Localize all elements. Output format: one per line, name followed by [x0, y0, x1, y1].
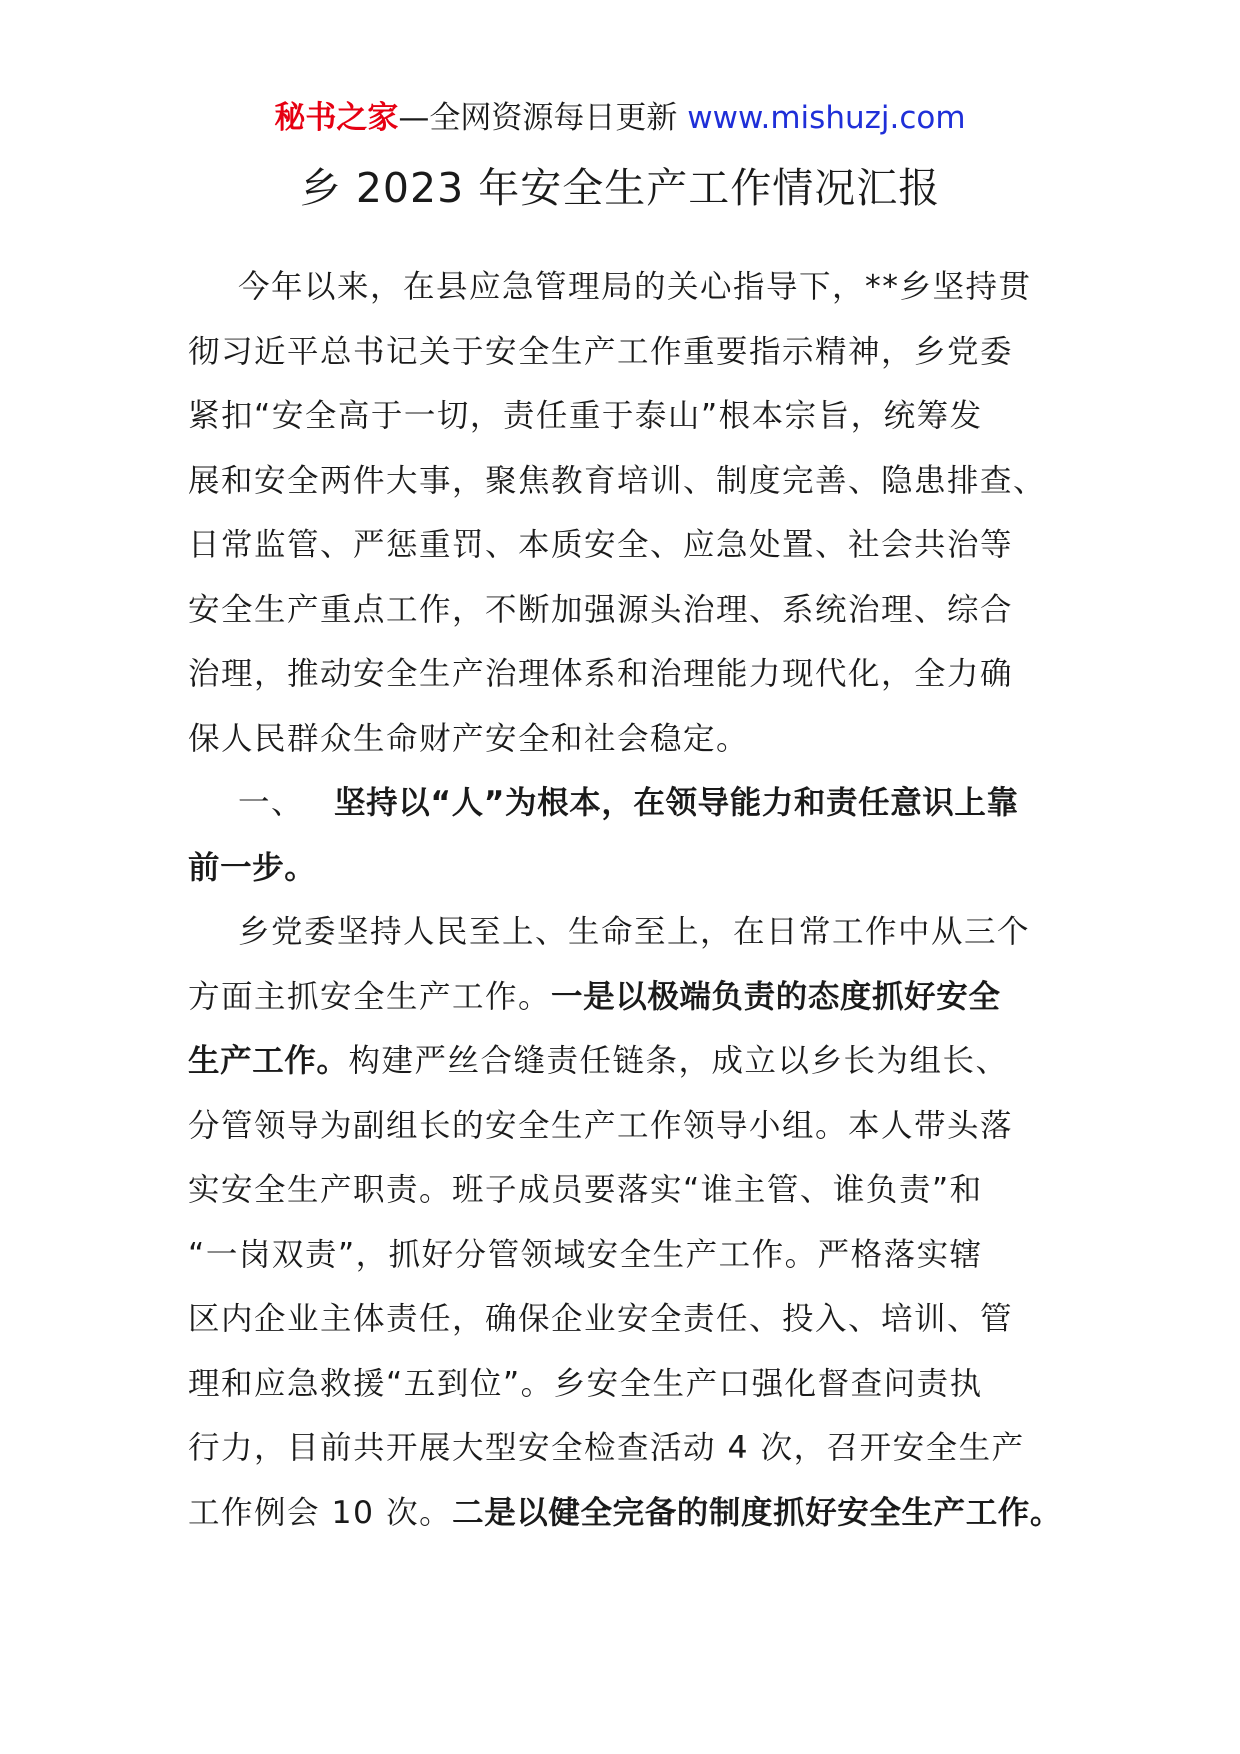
paragraph-line: 今年以来，在县应急管理局的关心指导下，**乡坚持贯: [238, 269, 1032, 305]
paragraph-line: “一岗双责”，抓好分管领域安全生产工作。严格落实辖: [188, 1236, 983, 1273]
paragraph-line: 展和安全两件大事，聚焦教育培训、制度完善、隐患排查、: [188, 462, 1047, 499]
plain-text: 构建严丝合缝责任链条，成立以乡长为组长、: [348, 1043, 1009, 1079]
banner-brand: 秘书之家: [274, 100, 399, 136]
section-heading-number: 一、: [238, 785, 305, 821]
section-heading: [188, 771, 1068, 836]
paragraph-line: 行力，目前共开展大型安全检查活动 4 次，召开安全生产: [188, 1430, 1025, 1466]
paragraph-line: 实安全生产职责。班子成员要落实“谁主管、谁负责”和: [188, 1172, 983, 1208]
section-heading-text: 坚持以“人”为根本，在领导能力和责任意识上靠: [334, 785, 1019, 821]
site-banner: [0, 98, 1240, 138]
bold-text: 生产工作。: [188, 1043, 349, 1079]
document-title: 乡 2023 年安全生产工作情况汇报: [299, 164, 941, 212]
paragraph-line: 理和应急救援“五到位”。乡安全生产口强化督查问责执: [188, 1365, 983, 1402]
paragraph-line: 安全生产重点工作，不断加强源头治理、系统治理、综合: [188, 591, 1014, 628]
bold-text: 一是以极端负责的态度抓好安全: [551, 978, 1001, 1015]
document-body: [188, 255, 1068, 1545]
paragraph-line: 分管领导为副组长的安全生产工作领导小组。本人带头落: [188, 1107, 1014, 1144]
paragraph-line: 紧扣“安全高于一切，责任重于泰山”根本宗旨，统筹发: [188, 398, 983, 434]
banner-url[interactable]: www.mishuzj.com: [687, 100, 966, 136]
paragraph-line: [188, 1029, 1068, 1094]
plain-text: 方面主抓安全生产工作。: [188, 978, 552, 1015]
paragraph-line: 乡党委坚持人民至上、生命至上，在日常工作中从三个: [238, 914, 1031, 950]
paragraph-line: [188, 965, 1068, 1030]
section-heading-continued: 前一步。: [188, 849, 317, 886]
banner-tagline: —全网资源每日更新: [398, 100, 678, 136]
paragraph-line: 彻习近平总书记关于安全生产工作重要指示精神，乡党委: [188, 333, 1014, 370]
paragraph-line: 日常监管、严惩重罚、本质安全、应急处置、社会共治等: [188, 527, 1014, 563]
plain-text: 工作例会 10 次。: [188, 1494, 453, 1531]
paragraph-line: 区内企业主体责任，确保企业安全责任、投入、培训、管: [188, 1301, 1014, 1337]
paragraph-line: 保人民群众生命财产安全和社会稳定。: [188, 720, 750, 757]
paragraph-line: [188, 1481, 1068, 1546]
bold-text: 二是以健全完备的制度抓好安全生产工作。: [452, 1494, 1063, 1531]
paragraph-line: 治理，推动安全生产治理体系和治理能力现代化，全力确: [188, 656, 1014, 692]
